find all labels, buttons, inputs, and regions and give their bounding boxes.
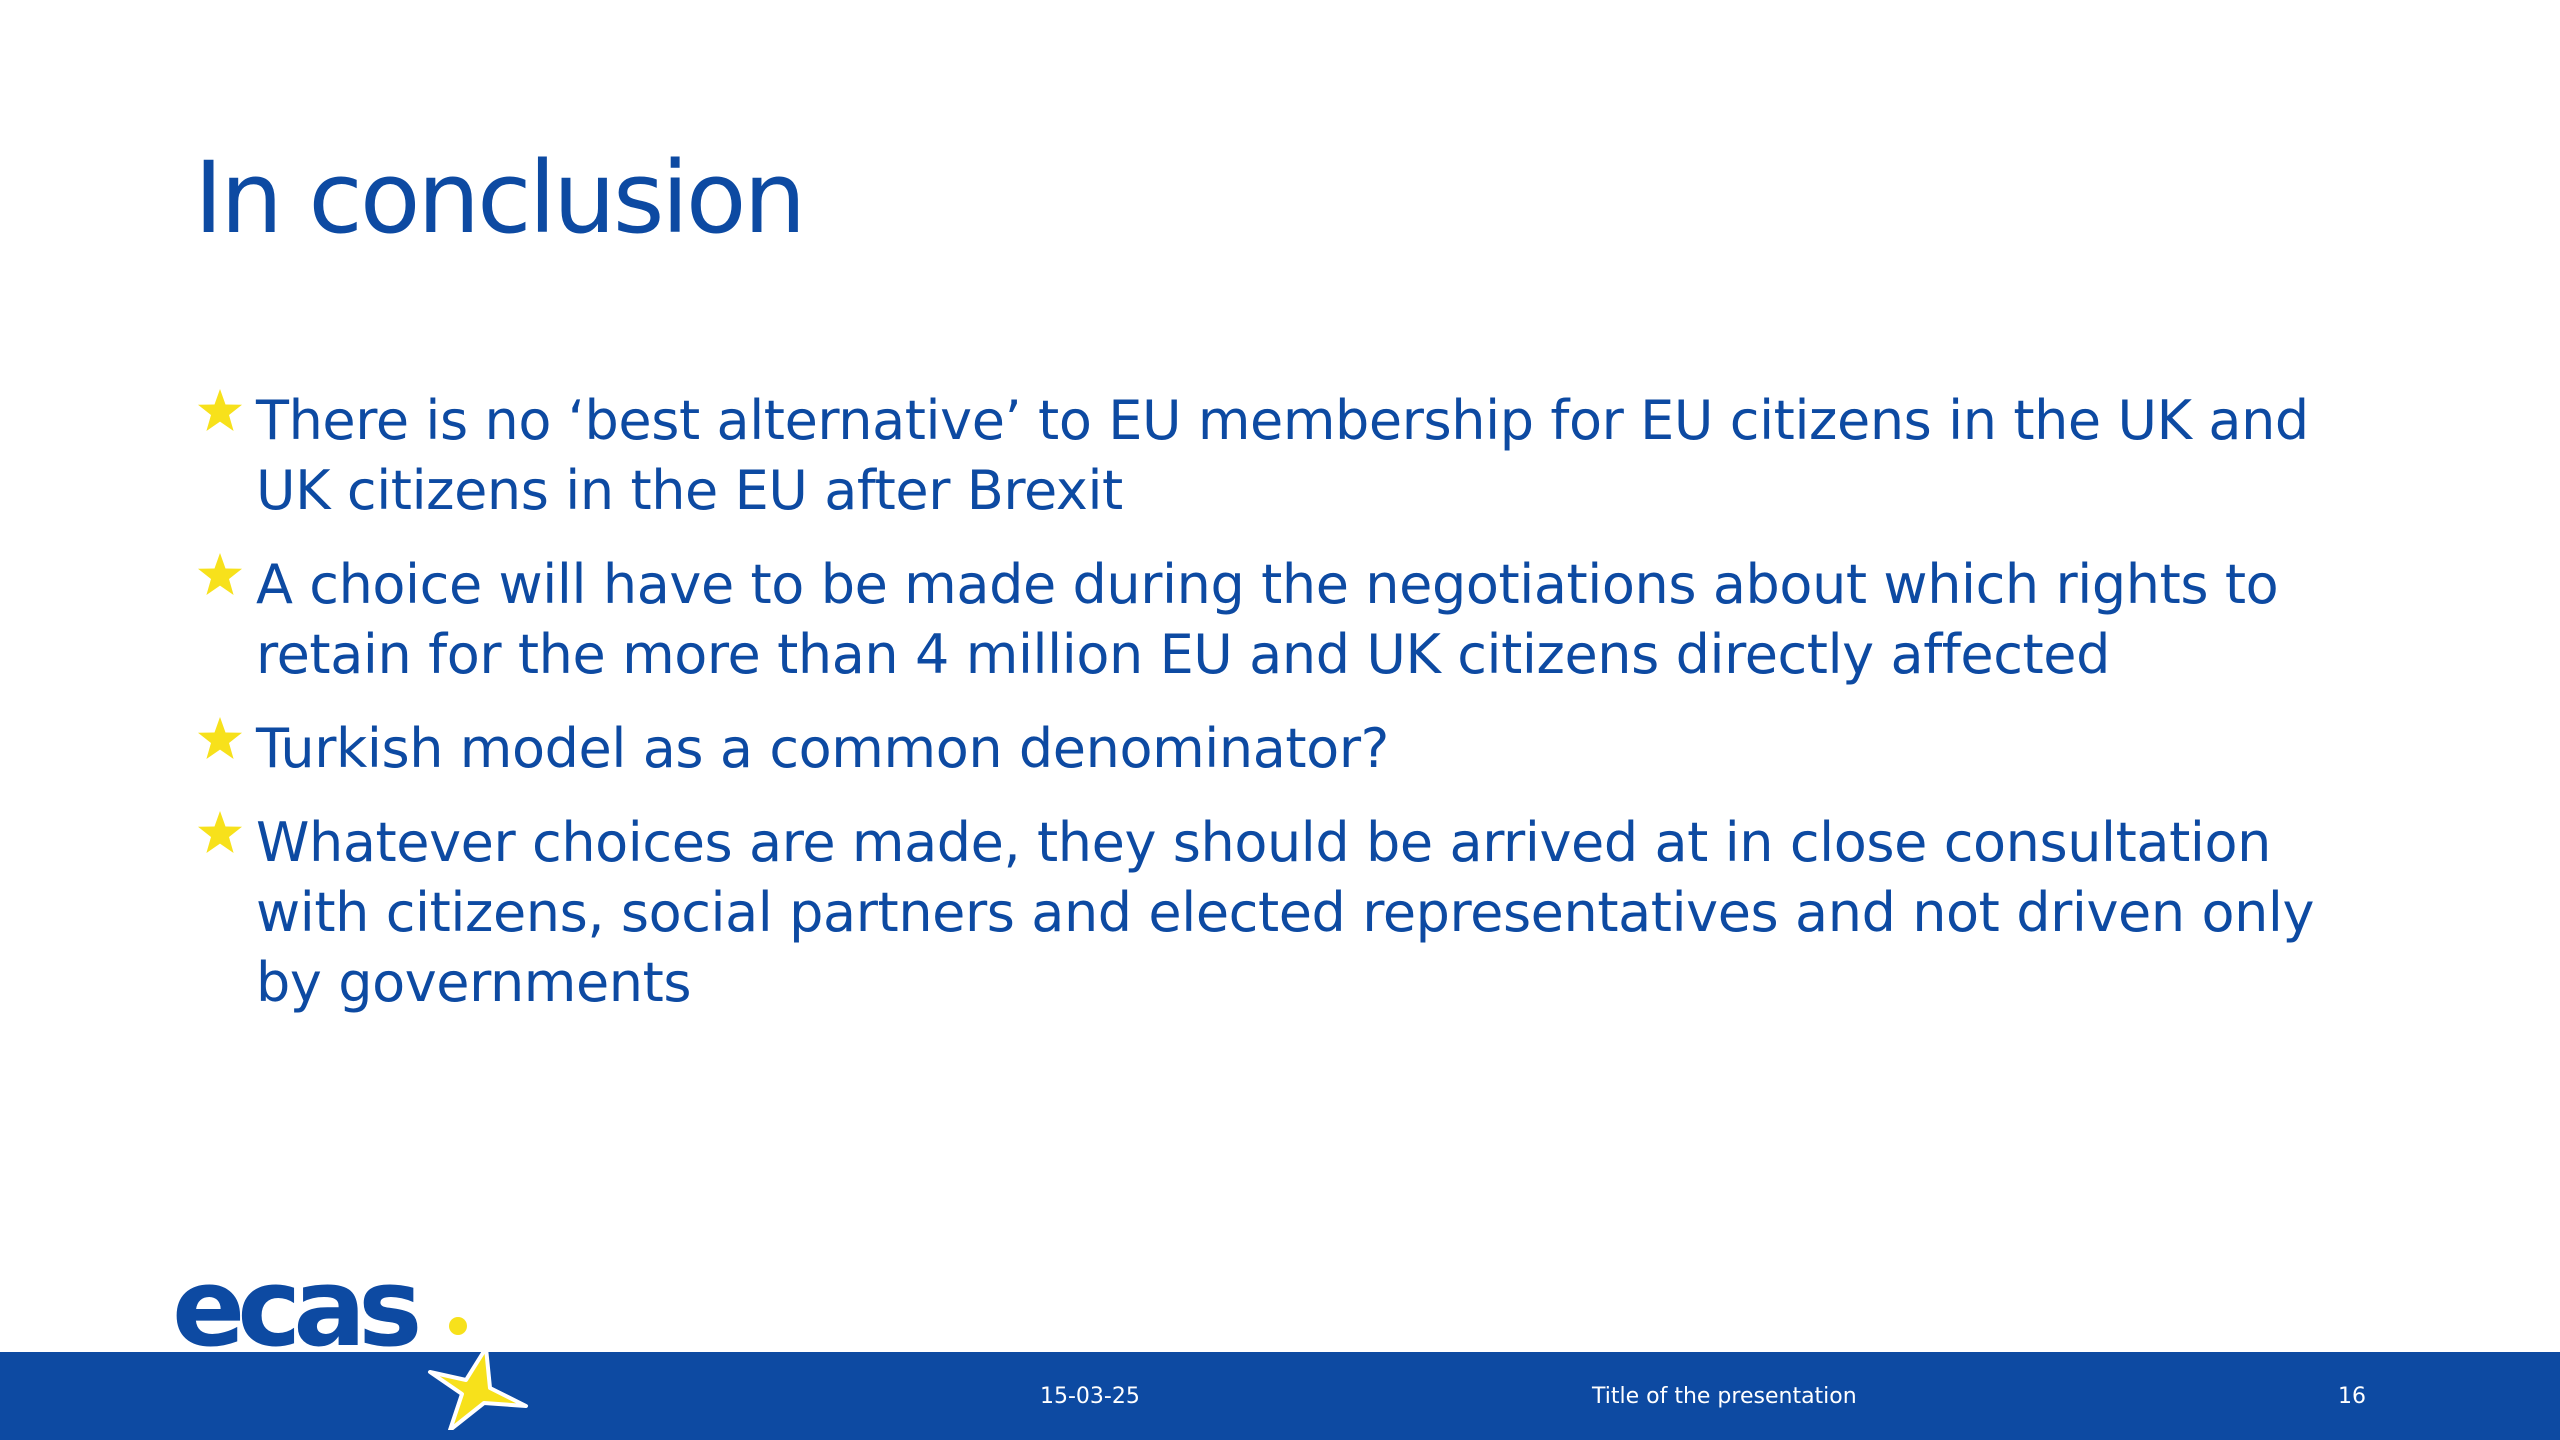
star-icon bbox=[196, 550, 244, 600]
bullet-list bbox=[196, 386, 2396, 1042]
bullet-text: Turkish model as a common denominator? bbox=[256, 717, 1389, 780]
bullet-item bbox=[196, 386, 2396, 526]
bullet-text: There is no ‘best alternative’ to EU membership for EU citizens in the UK and UK citizens in the EU after Brexit bbox=[256, 389, 2309, 522]
svg-text:ecas: ecas bbox=[172, 1246, 415, 1371]
star-icon bbox=[196, 714, 244, 764]
footer-date: 15-03-25 bbox=[1040, 1384, 1140, 1409]
bullet-item bbox=[196, 550, 2396, 690]
star-icon bbox=[196, 386, 244, 436]
bullet-item bbox=[196, 808, 2396, 1018]
bullet-item bbox=[196, 714, 2396, 784]
slide-title: In conclusion bbox=[194, 141, 804, 256]
bullet-text: A choice will have to be made during the negotiations about which rights to retain for the more than 4 million EU and UK citizens directly affected bbox=[256, 553, 2279, 686]
ecas-logo bbox=[168, 1240, 538, 1430]
footer-page-number: 16 bbox=[2338, 1384, 2366, 1409]
footer-presentation-title: Title of the presentation bbox=[1592, 1384, 1857, 1409]
star-icon bbox=[196, 808, 244, 858]
bullet-text: Whatever choices are made, they should be arrived at in close consultation with citizens, social partners and elected representatives and not driven only by governments bbox=[256, 811, 2315, 1014]
